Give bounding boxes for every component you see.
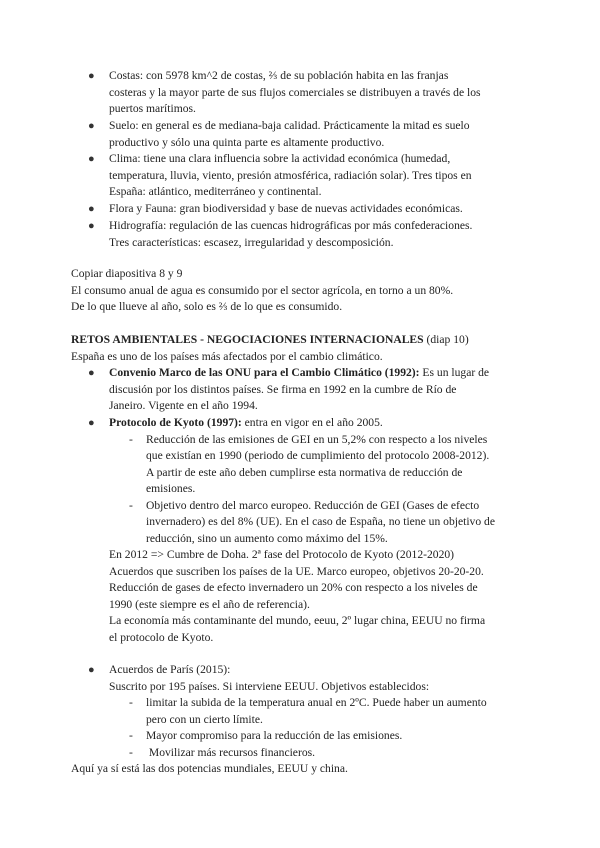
convenio-line: Janeiro. Vigente en el año 1994. (109, 399, 258, 412)
bullet-clima-line: Clima: tiene una clara influencia sobre la actividad económica (humedad, (109, 152, 451, 165)
section-heading: RETOS AMBIENTALES - NEGOCIACIONES INTERNACIONALES (diap 10) (71, 333, 469, 346)
dash-icon: - (129, 696, 133, 709)
kyoto-dash-line: A partir de este año deben cumplirse esta normativa de reducción de (146, 465, 463, 479)
bullet-hidrografia-line: Hidrografía: regulación de las cuencas hidrográficas por más confederaciones. (109, 219, 473, 232)
bullet-icon: ● (88, 153, 95, 165)
kyoto-after-line: Reducción de gases de efecto invernadero un 20% con respecto a los niveles de (109, 581, 478, 594)
bullet-hidrografia-line: Tres características: escasez, irregularidad y descomposición. (109, 235, 394, 249)
bullet-flora-line: Flora y Fauna: gran biodiversidad y base de nuevas actividades económicas. (109, 202, 463, 215)
kyoto-line: Protocolo de Kyoto (1997): entra en vigor en el año 2005. (109, 416, 383, 429)
kyoto-after-line: 1990 (este siempre es el año de referencia). (109, 597, 310, 611)
paris-dash-line: limitar la subida de la temperatura anual en 2ºC. Puede haber un aumento (146, 696, 487, 709)
kyoto-dash-line: que existían en 1990 (periodo de cumplimiento del protocolo 2008-2012). (146, 449, 490, 462)
paris-dash-line: Mayor compromiso para la reducción de las emisiones. (146, 729, 403, 742)
bullet-costas-line: Costas: con 5978 km^2 de costas, ⅔ de su población habita en las franjas (109, 69, 449, 82)
paragraph-line: Copiar diapositiva 8 y 9 (71, 267, 183, 280)
kyoto-dash-line: reducción, sino un aumento como máximo del 15%. (146, 531, 388, 545)
kyoto-dash-line: invernadero) es del 8% (UE). En el caso de España, no tiene un objetivo de (146, 515, 495, 528)
kyoto-after-line: el protocolo de Kyoto. (109, 630, 214, 644)
kyoto-after-line: Acuerdos que suscriben los países de la UE. Marco europeo, objetivos 20-20-20. (109, 564, 484, 578)
dash-icon: - (129, 498, 133, 512)
kyoto-dash-line: Objetivo dentro del marco europeo. Reducción de GEI (Gases de efecto (146, 498, 480, 512)
paris-title: Acuerdos de París (2015): (109, 663, 231, 676)
bullet-icon: ● (88, 367, 95, 379)
bullet-icon: ● (88, 664, 95, 676)
bullet-costas-line: puertos marítimos. (109, 102, 196, 115)
paragraph-line: El consumo anual de agua es consumido por el sector agrícola, en torno a un 80%. (71, 283, 454, 297)
bullet-suelo-line: productivo y sólo una quinta parte es altamente productivo. (109, 135, 385, 149)
paris-dash-line: Movilizar más recursos financieros. (146, 745, 316, 759)
paragraph-line: De lo que llueve al año, solo es ⅔ de lo que es consumido. (71, 300, 343, 313)
dash-icon: - (129, 432, 133, 446)
bullet-icon: ● (88, 203, 95, 215)
dash-icon: - (129, 745, 133, 759)
kyoto-after-line: En 2012 => Cumbre de Doha. 2ª fase del Protocolo de Kyoto (2012-2020) (109, 548, 455, 561)
bullet-icon: ● (88, 220, 95, 232)
section-intro: España es uno de los países más afectados por el cambio climático. (71, 349, 383, 363)
paris-line: Suscrito por 195 países. Si interviene EEUU. Objetivos establecidos: (109, 679, 430, 693)
bullet-icon: ● (88, 417, 95, 429)
bullet-clima-line: temperatura, lluvia, viento, presión atmosférica, radiación solar). Tres tipos en (109, 168, 472, 182)
bullet-icon: ● (88, 120, 95, 132)
bullet-clima-line: España: atlántico, mediterráneo y continental. (109, 185, 322, 198)
dash-icon: - (129, 729, 133, 742)
closing-line: Aquí ya sí está las dos potencias mundiales, EEUU y china. (71, 762, 348, 775)
bullet-icon: ● (88, 70, 95, 82)
convenio-line: Convenio Marco de las ONU para el Cambio Climático (1992): Es un lugar de (109, 366, 490, 379)
bullet-costas-line: costeras y la mayor parte de sus flujos comerciales se distribuyen a través de los (109, 85, 481, 99)
bullet-suelo-line: Suelo: en general es de mediana-baja calidad. Prácticamente la mitad es suelo (109, 119, 470, 132)
convenio-line: discusión por los distintos países. Se firma en 1992 en la cumbre de Río de (109, 382, 457, 396)
paris-dash-line: pero con un cierto límite. (146, 712, 263, 726)
kyoto-after-line: La economía más contaminante del mundo, eeuu, 2º lugar china, EEUU no firma (109, 614, 486, 627)
kyoto-dash-line: Reducción de las emisiones de GEI en un 5,2% con respecto a los niveles (146, 432, 488, 446)
kyoto-dash-line: emisiones. (146, 482, 196, 495)
